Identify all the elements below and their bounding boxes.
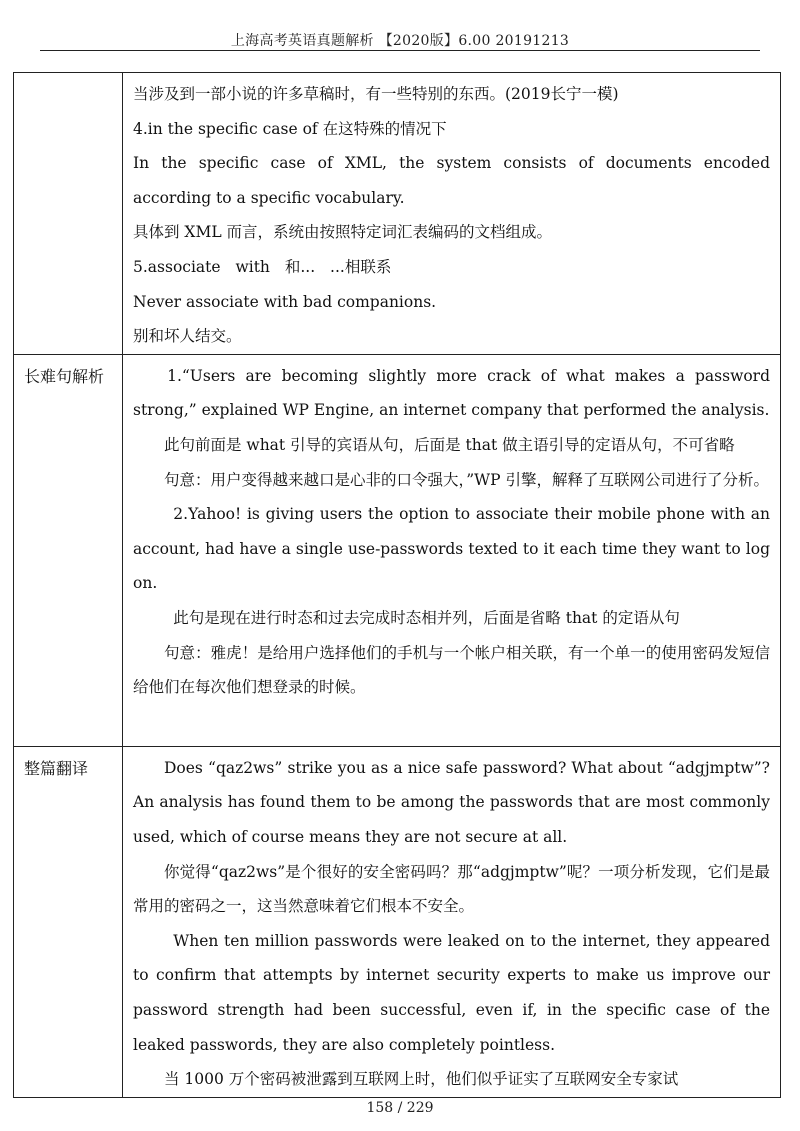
paragraph: 你觉得“qaz2ws”是个很好的安全密码吗？那“adgjmptw”呢？一项分析发现，它们是最常用的密码之一，这当然意味着它们根本不安全。 <box>133 862 770 916</box>
paragraph: 此句前面是 what 引导的宾语从句，后面是 that 做主语引导的定语从句，不可省略 <box>164 435 735 454</box>
table-row <box>14 746 781 1097</box>
paragraph: When ten million passwords were leaked on to the internet, they appeared to confirm that attempts by internet security experts to make us improve our password strength had been successful, even if, in the specific case of the leaked passwords, they are also completely pointless. <box>133 931 770 1054</box>
paragraph: 句意：雅虎！是给用户选择他们的手机与一个帐户相关联，有一个单一的使用密码发短信给他们在每次他们想登录的时候。 <box>133 643 770 697</box>
row-label <box>14 73 123 355</box>
text-line: 别和坏人结交。 <box>133 327 242 346</box>
text-line: Never associate with bad companions. <box>133 292 437 311</box>
table-row <box>14 73 781 355</box>
paragraph: 句意：用户变得越来越口是心非的口令强大，”WP 引擎，解释了互联网公司进行了分析。 <box>164 470 769 489</box>
header-rule <box>40 50 760 51</box>
paragraph: 此句是现在进行时态和过去完成时态相并列，后面是省略 that 的定语从句 <box>173 608 680 627</box>
row-label: 长难句解析 <box>14 354 123 746</box>
paragraph: Does “qaz2ws” strike you as a nice safe password? What about “adgjmptw”? An analysis has found them to be among the passwords that are most commonly used, which of course means they are not secure at all. <box>133 758 770 846</box>
row-label: 整篇翻译 <box>14 746 123 1097</box>
page-number: 158 / 229 <box>366 1100 434 1116</box>
sentence-analysis-content <box>123 354 781 746</box>
table-row <box>14 354 781 746</box>
paragraph: 当 1000 万个密码被泄露到互联网上时，他们似乎证实了互联网安全专家试 <box>164 1070 679 1089</box>
paragraph: 2.Yahoo! is giving users the option to associate their mobile phone with an account, had have a single use-passwords texted to it each time they want to log on. <box>133 505 770 593</box>
text-line: 4.in the specific case of 在这特殊的情况下 <box>133 119 447 138</box>
text-line: 具体到 XML 而言，系统由按照特定词汇表编码的文档组成。 <box>133 223 553 242</box>
text-line: In the specific case of XML, the system consists of documents encoded according to a specific vocabulary. <box>133 154 770 207</box>
text-line: 当涉及到一部小说的许多草稿时，有一些特别的东西。(2019长宁一模) <box>133 85 619 103</box>
full-translation-content <box>123 746 781 1097</box>
page-header: 上海高考英语真题解析 【2020版】6.00 20191213 <box>230 33 570 49</box>
text-line: 5.associate with 和... ...相联系 <box>133 257 392 276</box>
content-table <box>13 72 781 1098</box>
vocabulary-content <box>123 73 781 355</box>
paragraph: 1.“Users are becoming slightly more crack of what makes a password strong,” explained WP Engine, an internet company that performed the analysis. <box>133 366 770 420</box>
